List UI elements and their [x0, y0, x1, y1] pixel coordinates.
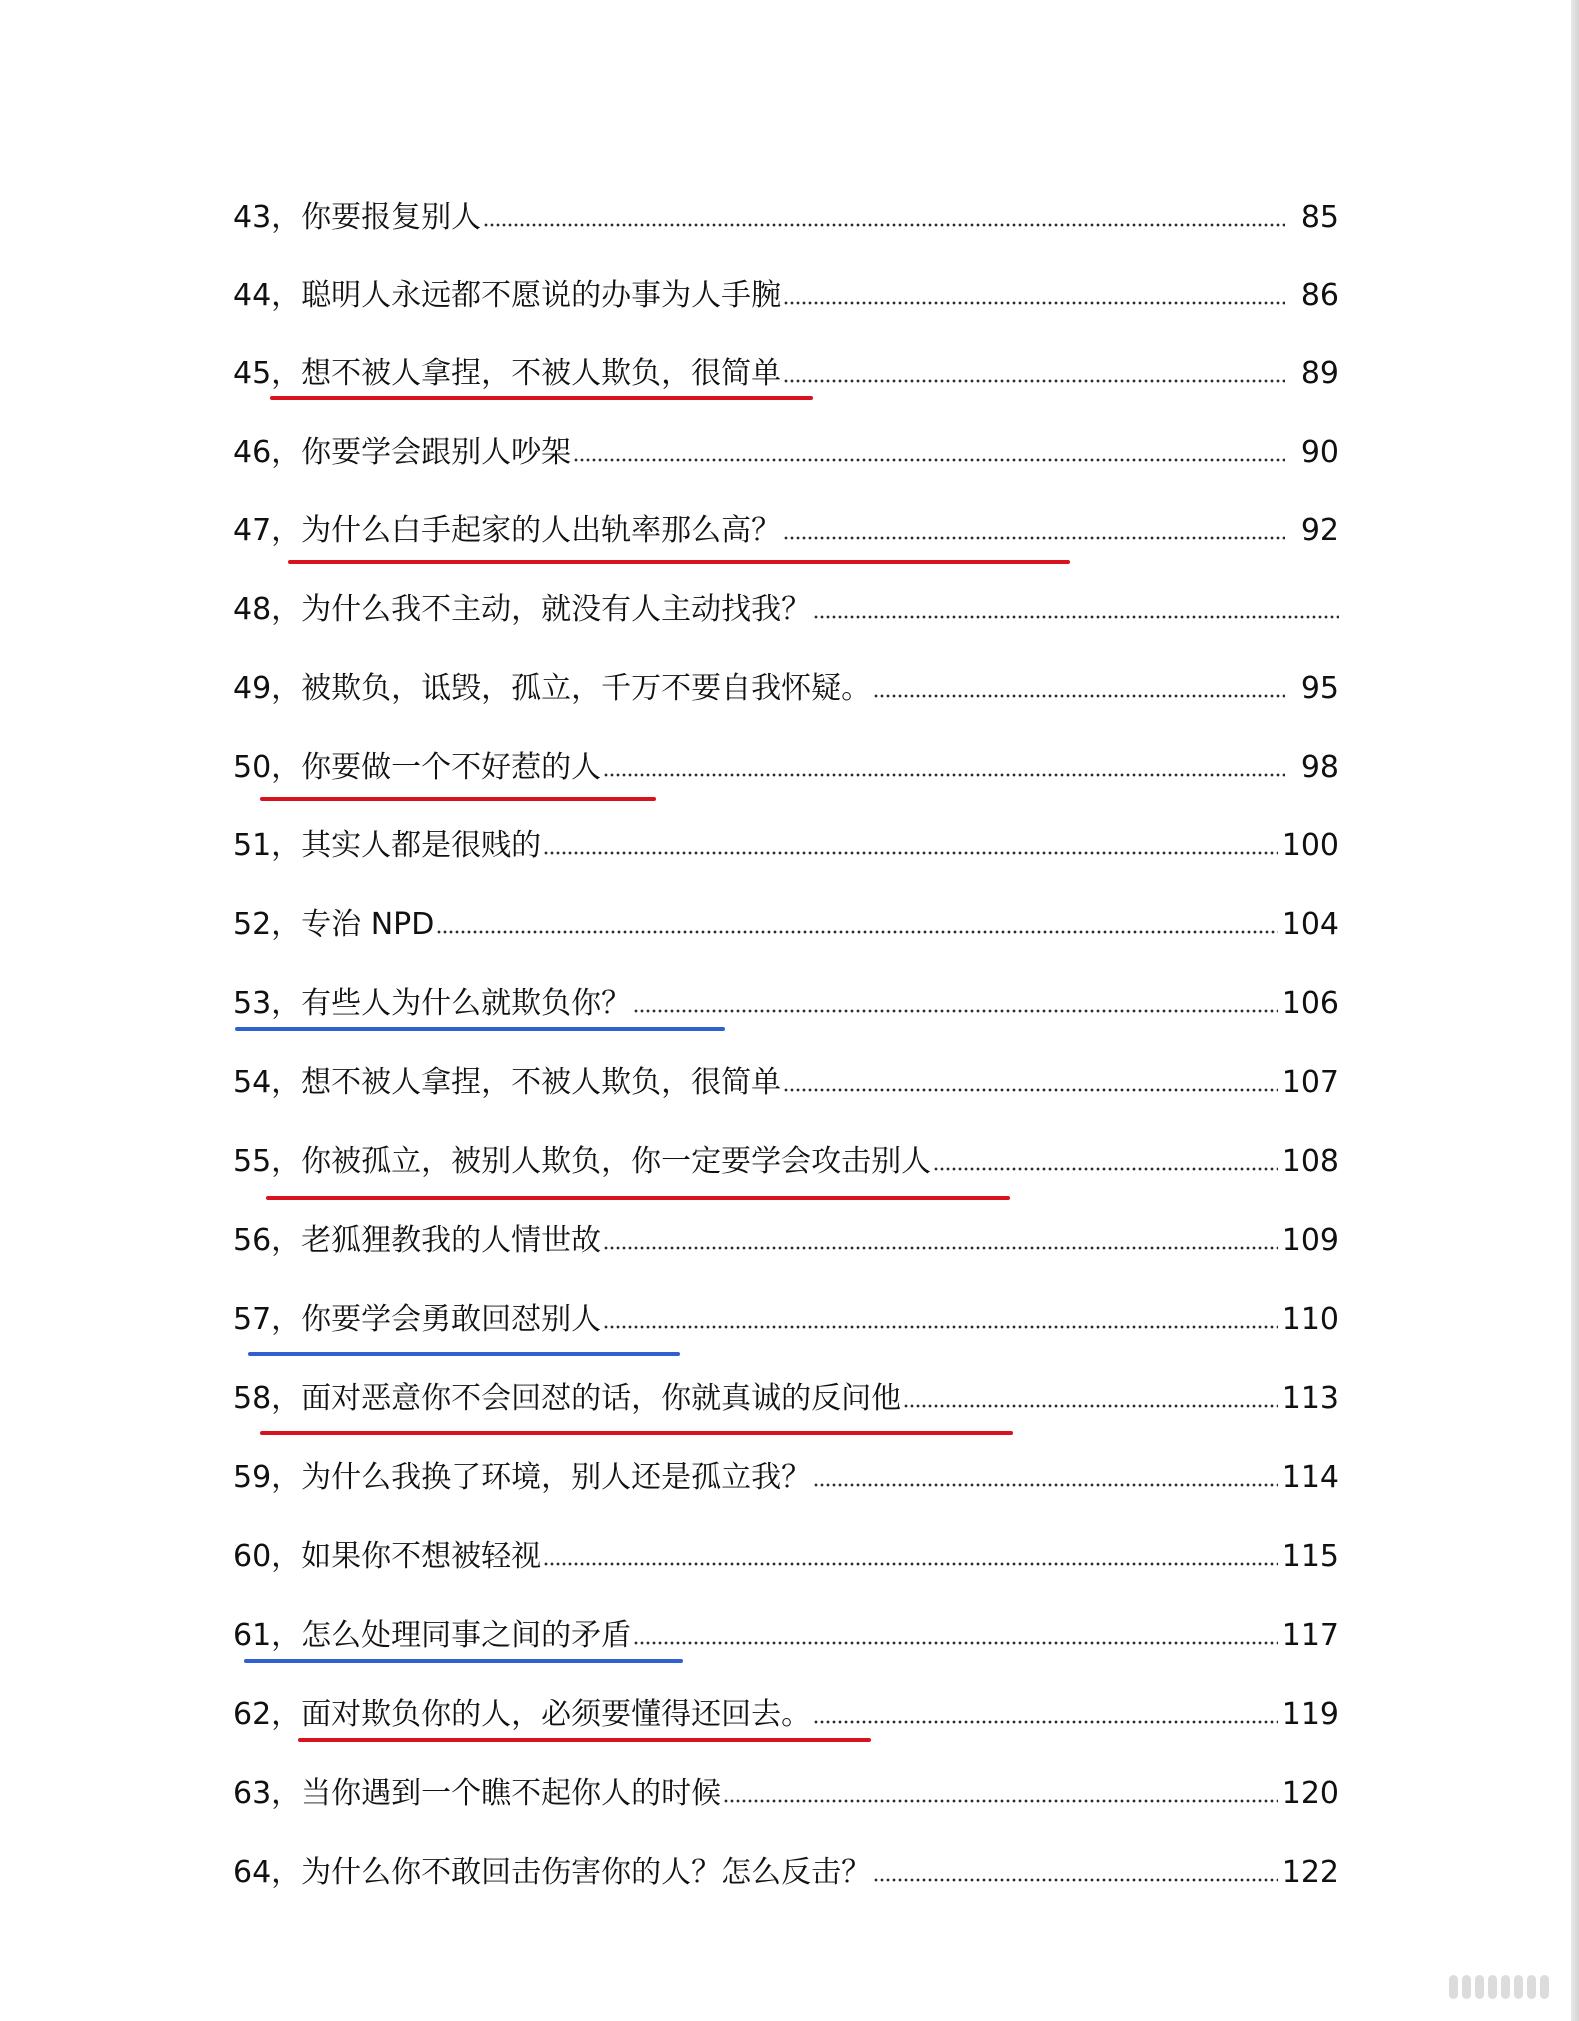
toc-leader-dots	[543, 1561, 1278, 1567]
red-underline-mark	[288, 560, 1070, 564]
toc-leader-dots	[633, 1640, 1278, 1646]
toc-line	[233, 895, 1339, 955]
toc-line	[233, 1448, 1339, 1508]
toc-line	[233, 1132, 1339, 1192]
toc-leader-dots	[633, 1008, 1278, 1014]
red-underline-mark	[260, 797, 656, 801]
toc-title: 47，为什么白手起家的人出轨率那么高？	[233, 513, 782, 548]
toc-page-number: 85	[1300, 200, 1339, 235]
table-of-contents	[233, 0, 1339, 2021]
toc-entry-44[interactable]	[233, 266, 1339, 326]
blue-underline-mark	[235, 1027, 725, 1031]
watermark-mark	[1449, 1975, 1549, 1999]
toc-title: 46，你要学会跟别人吵架	[233, 435, 572, 470]
page-edge	[1571, 0, 1579, 2021]
red-underline-mark	[298, 1738, 871, 1742]
toc-line	[233, 266, 1339, 326]
toc-page-number: 122	[1281, 1855, 1339, 1890]
toc-leader-dots	[903, 1403, 1278, 1409]
toc-leader-dots	[543, 850, 1278, 856]
toc-leader-dots	[873, 693, 1285, 699]
toc-leader-dots	[813, 614, 1339, 620]
toc-entry-53[interactable]	[233, 974, 1339, 1034]
toc-page-number: 120	[1281, 1776, 1339, 1811]
toc-leader-dots	[783, 535, 1285, 541]
toc-line	[233, 1290, 1339, 1350]
toc-entry-54[interactable]	[233, 1053, 1339, 1113]
toc-line	[233, 501, 1339, 561]
toc-line	[233, 1053, 1339, 1113]
toc-page-number: 89	[1300, 356, 1339, 391]
watermark-dot	[1449, 1975, 1458, 1999]
toc-leader-dots	[783, 378, 1285, 384]
toc-page-number: 110	[1281, 1302, 1339, 1337]
toc-page-number: 92	[1300, 513, 1339, 548]
watermark-dot	[1462, 1975, 1471, 1999]
toc-entry-46[interactable]	[233, 423, 1339, 483]
toc-leader-dots	[603, 1324, 1278, 1330]
toc-page-number: 100	[1281, 828, 1339, 863]
toc-title: 57，你要学会勇敢回怼别人	[233, 1302, 602, 1337]
toc-title: 50，你要做一个不好惹的人	[233, 750, 602, 785]
toc-entry-62[interactable]	[233, 1685, 1339, 1745]
toc-line	[233, 1606, 1339, 1666]
toc-title: 49，被欺负，诋毁，孤立，千万不要自我怀疑。	[233, 671, 872, 706]
red-underline-mark	[260, 1431, 1013, 1435]
toc-page-number: 109	[1281, 1223, 1339, 1258]
red-underline-mark	[270, 396, 813, 400]
toc-leader-dots	[483, 222, 1285, 228]
blue-underline-mark	[248, 1352, 680, 1356]
toc-entry-59[interactable]	[233, 1448, 1339, 1508]
toc-title: 58，面对恶意你不会回怼的话，你就真诚的反问他	[233, 1381, 902, 1416]
toc-line	[233, 344, 1339, 404]
toc-line	[233, 1369, 1339, 1429]
toc-leader-dots	[723, 1798, 1278, 1804]
toc-title: 53，有些人为什么就欺负你？	[233, 986, 632, 1021]
toc-line	[233, 188, 1339, 248]
toc-title: 64，为什么你不敢回击伤害你的人？怎么反击？	[233, 1855, 872, 1890]
toc-page-number: 119	[1281, 1697, 1339, 1732]
toc-entry-57[interactable]	[233, 1290, 1339, 1350]
toc-line	[233, 1527, 1339, 1587]
toc-leader-dots	[873, 1877, 1278, 1883]
toc-entry-45[interactable]	[233, 344, 1339, 404]
toc-entry-56[interactable]	[233, 1211, 1339, 1271]
toc-page-number: 107	[1281, 1065, 1339, 1100]
toc-leader-dots	[573, 457, 1285, 463]
toc-entry-60[interactable]	[233, 1527, 1339, 1587]
toc-title: 61，怎么处理同事之间的矛盾	[233, 1618, 632, 1653]
toc-page-number: 106	[1281, 986, 1339, 1021]
toc-title: 54，想不被人拿捏，不被人欺负，很简单	[233, 1065, 782, 1100]
toc-entry-49[interactable]	[233, 659, 1339, 719]
toc-entry-58[interactable]	[233, 1369, 1339, 1429]
toc-page-number: 95	[1300, 671, 1339, 706]
toc-title: 43，你要报复别人	[233, 200, 482, 235]
toc-page-number: 115	[1281, 1539, 1339, 1574]
toc-title: 55，你被孤立，被别人欺负，你一定要学会攻击别人	[233, 1144, 932, 1179]
toc-page-number: 104	[1281, 907, 1339, 942]
toc-leader-dots	[933, 1166, 1278, 1172]
toc-line	[233, 1211, 1339, 1271]
toc-entry-47[interactable]	[233, 501, 1339, 561]
toc-title: 62，面对欺负你的人，必须要懂得还回去。	[233, 1697, 812, 1732]
toc-line	[233, 738, 1339, 798]
toc-title: 48，为什么我不主动，就没有人主动找我？	[233, 592, 812, 627]
toc-leader-dots	[813, 1482, 1278, 1488]
toc-leader-dots	[783, 300, 1285, 306]
toc-entry-64[interactable]	[233, 1843, 1339, 1903]
toc-page-number: 113	[1281, 1381, 1339, 1416]
toc-line	[233, 974, 1339, 1034]
watermark-dot	[1501, 1975, 1510, 1999]
toc-leader-dots	[783, 1087, 1278, 1093]
toc-line	[233, 816, 1339, 876]
toc-leader-dots	[813, 1719, 1278, 1725]
toc-line	[233, 580, 1364, 640]
toc-entry-61[interactable]	[233, 1606, 1339, 1666]
toc-page-number: 114	[1281, 1460, 1339, 1495]
toc-entry-55[interactable]	[233, 1132, 1339, 1192]
watermark-dot	[1475, 1975, 1484, 1999]
watermark-dot	[1488, 1975, 1497, 1999]
blue-underline-mark	[244, 1659, 683, 1663]
toc-title: 56，老狐狸教我的人情世故	[233, 1223, 602, 1258]
toc-line	[233, 1843, 1339, 1903]
toc-entry-51[interactable]	[233, 816, 1339, 876]
toc-line	[233, 423, 1339, 483]
toc-leader-dots	[436, 929, 1277, 935]
toc-page-number: 108	[1281, 1144, 1339, 1179]
toc-title: 60，如果你不想被轻视	[233, 1539, 542, 1574]
toc-leader-dots	[603, 1245, 1278, 1251]
toc-page-number: 98	[1300, 750, 1339, 785]
toc-title: 51，其实人都是很贱的	[233, 828, 542, 863]
toc-entry-63[interactable]	[233, 1764, 1339, 1824]
toc-entry-48[interactable]	[233, 580, 1339, 640]
toc-line	[233, 659, 1339, 719]
toc-page-number: 86	[1300, 278, 1339, 313]
toc-title: 63，当你遇到一个瞧不起你人的时候	[233, 1776, 722, 1811]
watermark-dot	[1514, 1975, 1523, 1999]
toc-title: 59，为什么我换了环境，别人还是孤立我？	[233, 1460, 812, 1495]
toc-entry-43[interactable]	[233, 188, 1339, 248]
toc-page-number: 117	[1281, 1618, 1339, 1653]
toc-title: 45，想不被人拿捏，不被人欺负，很简单	[233, 356, 782, 391]
watermark-dot	[1540, 1975, 1549, 1999]
toc-line	[233, 1685, 1339, 1745]
toc-title: 52，专治 NPD	[233, 907, 435, 942]
watermark-dot	[1527, 1975, 1536, 1999]
toc-leader-dots	[603, 772, 1285, 778]
red-underline-mark	[266, 1196, 1010, 1200]
toc-line	[233, 1764, 1339, 1824]
toc-entry-50[interactable]	[233, 738, 1339, 798]
toc-page-number: 90	[1300, 435, 1339, 470]
toc-title: 44，聪明人永远都不愿说的办事为人手腕	[233, 278, 782, 313]
toc-entry-52[interactable]	[233, 895, 1339, 955]
